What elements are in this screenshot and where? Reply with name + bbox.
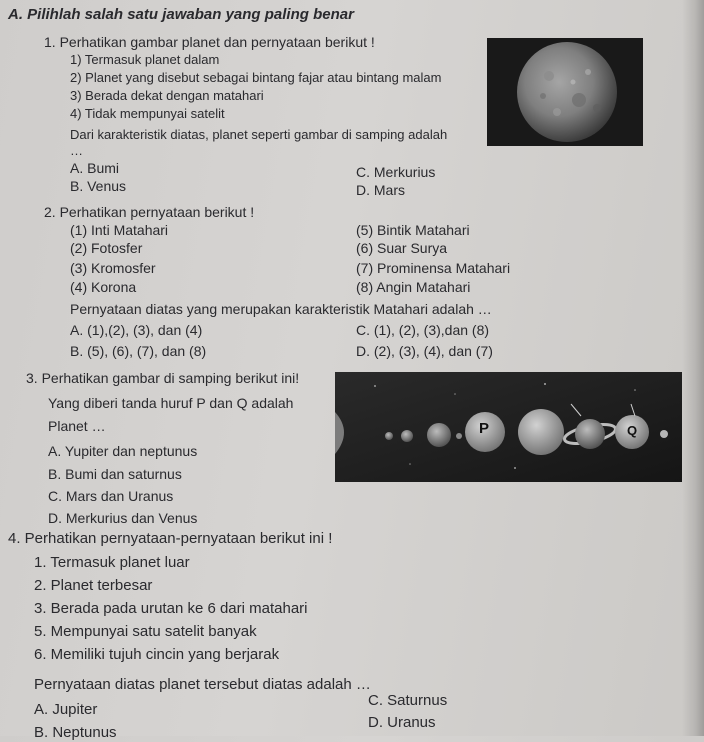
q1-stem: 1. Perhatikan gambar planet dan pernyataan berikut ! (44, 34, 375, 50)
q1-statement: 4) Tidak mempunyai satelit (70, 106, 225, 121)
q4-statement: 2. Planet terbesar (34, 577, 153, 594)
q3-stem: 3. Perhatikan gambar di samping berikut ini! (26, 370, 300, 386)
q1-option-b[interactable]: B. Venus (70, 178, 127, 194)
q4-statement: 5. Mempunyai satu satelit banyak (34, 623, 257, 640)
q2-option-d[interactable]: D. (2), (3), (4), dan (7) (356, 343, 493, 359)
q1-option-a[interactable]: A. Bumi (70, 160, 120, 176)
q2-item: (7) Prominensa Matahari (356, 260, 511, 276)
q3-line2: Yang diberi tanda huruf P dan Q adalah (48, 395, 294, 411)
q1-statement: 3) Berada dekat dengan matahari (70, 88, 264, 103)
solar-system-photo (335, 372, 682, 482)
q3-option-c[interactable]: C. Mars dan Uranus (48, 488, 174, 504)
q1-question: Dari karakteristik diatas, planet seperti gambar di samping adalah (70, 127, 448, 142)
q2-option-c[interactable]: C. (1), (2), (3),dan (8) (356, 322, 490, 338)
q2-item: (8) Angin Matahari (356, 279, 471, 295)
q4-option-d[interactable]: D. Uranus (368, 714, 436, 731)
q4-statement: 6. Memiliki tujuh cincin yang berjarak (34, 646, 280, 663)
q4-option-c[interactable]: C. Saturnus (368, 692, 448, 709)
q1-option-d[interactable]: D. Mars (356, 182, 405, 198)
planet-label-q: Q (627, 423, 638, 438)
q4-stem: 4. Perhatikan pernyataan-pernyataan berikut ini ! (8, 530, 333, 547)
mercury-photo (487, 38, 643, 146)
q1-statement: 2) Planet yang disebut sebagai bintang fajar atau bintang malam (70, 70, 442, 85)
q2-question: Pernyataan diatas yang merupakan karakteristik Matahari adalah … (70, 301, 492, 317)
q2-stem: 2. Perhatikan pernyataan berikut ! (44, 204, 255, 220)
q2-item: (5) Bintik Matahari (356, 222, 470, 238)
q2-option-a[interactable]: A. (1),(2), (3), dan (4) (70, 322, 203, 338)
q4-statement: 3. Berada pada urutan ke 6 dari matahari (34, 600, 308, 617)
q2-item: (6) Suar Surya (356, 240, 448, 256)
q2-item: (3) Kromosfer (70, 260, 156, 276)
q2-item: (4) Korona (70, 279, 137, 295)
q4-option-a[interactable]: A. Jupiter (34, 701, 98, 718)
mercury-planet-icon (487, 38, 643, 146)
q3-option-a[interactable]: A. Yupiter dan neptunus (48, 443, 198, 459)
planet-label-p: P (479, 420, 490, 437)
q1-ellipsis: … (70, 143, 83, 158)
q2-item: (2) Fotosfer (70, 240, 143, 256)
page-edge-shadow (682, 0, 704, 736)
q1-statement: 1) Termasuk planet dalam (70, 52, 220, 67)
q2-item: (1) Inti Matahari (70, 222, 169, 238)
q3-line3: Planet … (48, 418, 106, 434)
q3-option-d[interactable]: D. Merkurius dan Venus (48, 510, 198, 526)
q4-question: Pernyataan diatas planet tersebut diatas adalah … (34, 676, 371, 693)
q3-option-b[interactable]: B. Bumi dan saturnus (48, 466, 182, 482)
q4-option-b[interactable]: B. Neptunus (34, 724, 117, 741)
q1-option-c[interactable]: C. Merkurius (356, 164, 436, 180)
section-title: A. Pilihlah salah satu jawaban yang paling benar (8, 6, 354, 23)
q2-option-b[interactable]: B. (5), (6), (7), dan (8) (70, 343, 207, 359)
q4-statement: 1. Termasuk planet luar (34, 554, 190, 571)
